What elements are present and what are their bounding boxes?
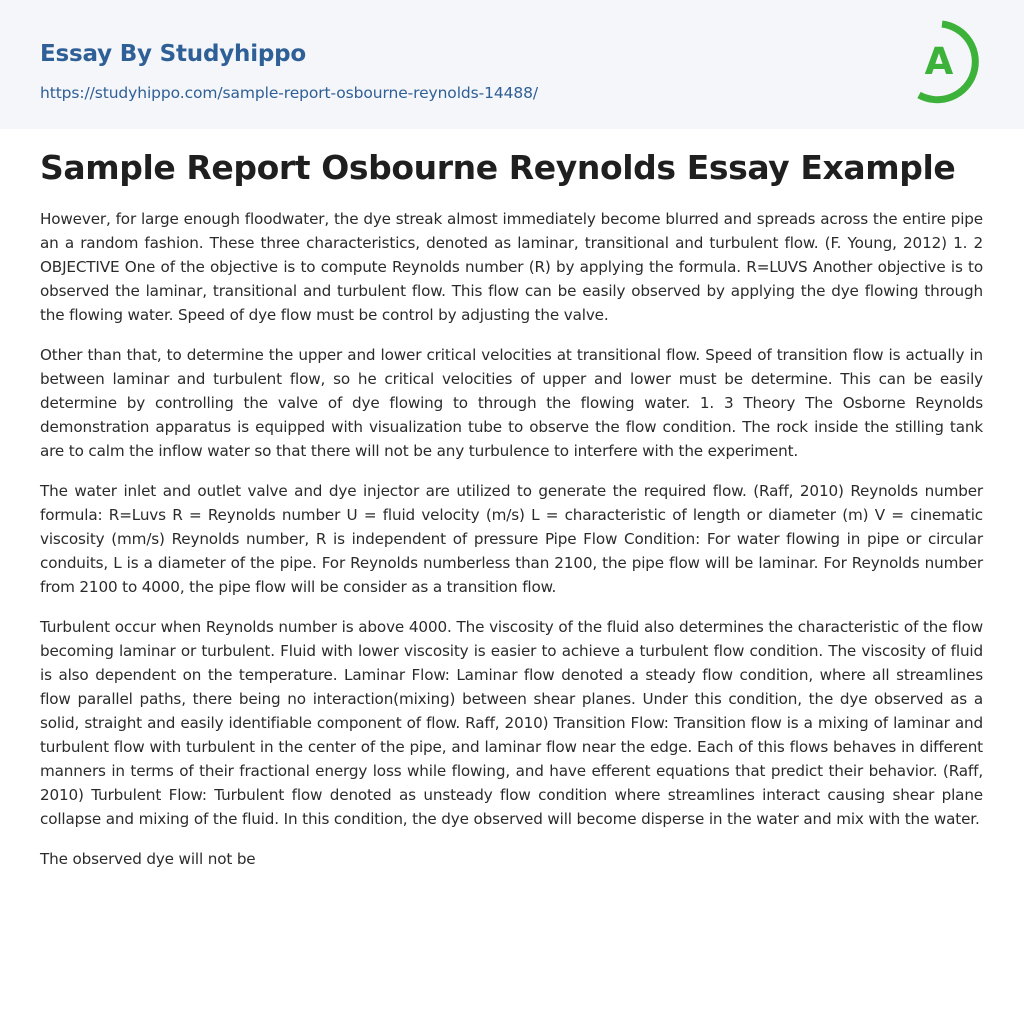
site-brand[interactable]: Essay By Studyhippo [40, 41, 307, 67]
logo-letter: A [924, 40, 954, 83]
page-url-link[interactable]: https://studyhippo.com/sample-report-osbourne-reynolds-14488/ [40, 84, 539, 102]
studyhippo-logo-icon[interactable] [912, 19, 986, 105]
article-title: Sample Report Osbourne Reynolds Essay Example [40, 148, 956, 187]
site-header [0, 0, 1024, 129]
article-paragraph: The observed dye will not be [40, 850, 256, 868]
article-paragraph: However, for large enough floodwater, the dye streak almost immediately become blurred and spreads across the entire pipe an a random fashion. These three characteristics, denoted as laminar, transitional and turbulent flow. (F. Young, 2012) 1. 2 OBJECTIVE One of the objective is to compute Reynolds number (R) by applying the formula. R=LUVS Another objective is to observed the laminar, transitional and turbulent flow. This flow can be easily observed by applying the dye flowing through the flowing water. Speed of dye flow must be control by adjusting the valve. [40, 210, 983, 324]
article-paragraph: The water inlet and outlet valve and dye injector are utilized to generate the required flow. (Raff, 2010) Reynolds number formula: R=Luvs R = Reynolds number U = fluid velocity (m/s) L = characteristic of length or diameter (m) V = cinematic viscosity (mm/s) Reynolds number, R is independent of pressure Pipe Flow Condition: For water flowing in pipe or circular conduits, L is a diameter of the pipe. For Reynolds numberless than 2100, the pipe flow will be laminar. For Reynolds number from 2100 to 4000, the pipe flow will be consider as a transition flow. [40, 482, 983, 596]
article-paragraph: Turbulent occur when Reynolds number is above 4000. The viscosity of the fluid also determines the characteristic of the flow becoming laminar or turbulent. Fluid with lower viscosity is easier to achieve a turbulent flow condition. The viscosity of fluid is also dependent on the temperature. Laminar Flow: Laminar flow denoted a steady flow condition, where all streamlines flow parallel paths, there being no interaction(mixing) between shear planes. Under this condition, the dye observed as a solid, straight and easily identifiable component of flow. Raff, 2010) Transition Flow: Transition flow is a mixing of laminar and turbulent flow with turbulent in the center of the pipe, and laminar flow near the edge. Each of this flows behaves in different manners in terms of their fractional energy loss while flowing, and have efferent equations that predict their behavior. (Raff, 2010) Turbulent Flow: Turbulent flow denoted as unsteady flow condition where streamlines interact causing shear plane collapse and mixing of the fluid. In this condition, the dye observed will become disperse in the water and mix with the water. [40, 618, 983, 828]
article [0, 148, 1024, 871]
article-paragraph: Other than that, to determine the upper and lower critical velocities at transitional flow. Speed of transition flow is actually in between laminar and turbulent flow, so he critical velocities of upper and lower must be determine. This can be easily determine by controlling the valve of dye flowing to through the flowing water. 1. 3 Theory The Osborne Reynolds demonstration apparatus is equipped with visualization tube to observe the flow condition. The rock inside the stilling tank are to calm the inflow water so that there will not be any turbulence to interfere with the experiment. [40, 346, 983, 460]
